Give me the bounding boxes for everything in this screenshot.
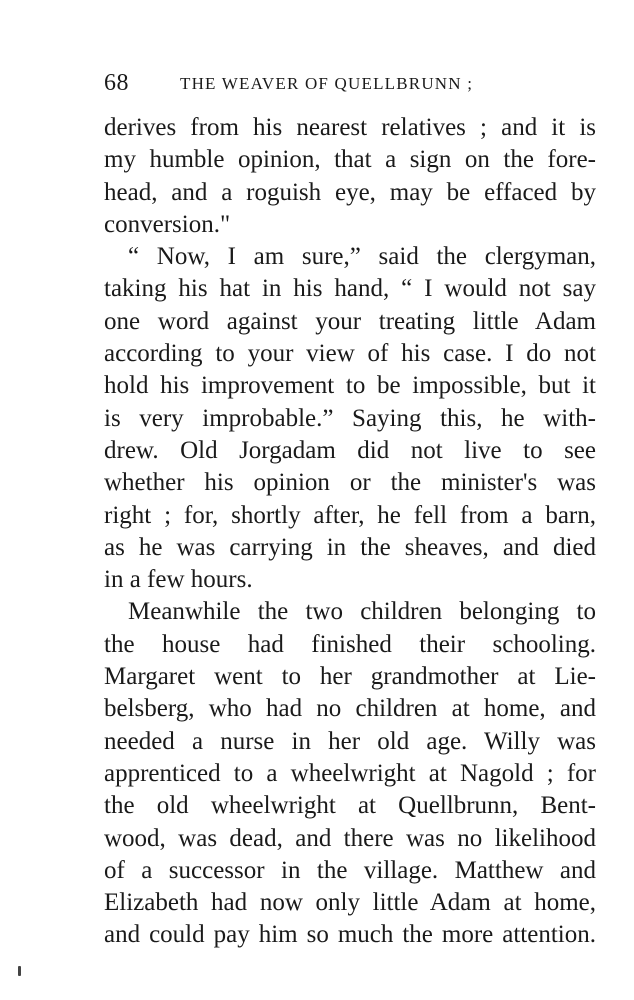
page-number: 68 [104,70,129,96]
text-line: Meanwhile the two children belonging to [128,598,596,626]
running-head [104,70,596,100]
text-line: taking his hat in his hand, “ I would not say [104,275,596,303]
text-line: Margaret went to her grandmother at Lie- [104,663,596,691]
text-line: in a few hours. [104,566,253,594]
text-line: is very improbable.” Saying this, he with- [104,404,596,432]
text-line: Elizabeth had now only little Adam at home, [104,889,596,917]
body-text [104,112,596,952]
paragraph-1 [104,112,596,241]
text-line: the house had finished their schooling. [104,630,596,658]
paragraph-3 [104,596,596,951]
text-line: needed a nurse in her old age. Willy was [104,727,596,755]
text-line: my humble opinion, that a sign on the fore- [104,146,596,174]
text-line: apprenticed to a wheelwright at Nagold ; for [104,759,596,787]
text-line: as he was carrying in the sheaves, and died [104,533,596,561]
text-line: according to your view of his case. I do not [104,340,596,368]
text-line: right ; for, shortly after, he fell from a barn, [104,501,596,529]
text-line: one word against your treating little Adam [104,307,596,335]
text-line: of a successor in the village. Matthew and [104,856,596,884]
paragraph-2 [104,241,596,596]
text-line: wood, was dead, and there was no likelihood [104,824,596,852]
text-line: hold his improvement to be impossible, but it [104,372,596,400]
text-line: whether his opinion or the minister's was [104,469,596,497]
running-title: THE WEAVER OF QUELLBRUNN ; [180,74,474,93]
text-line: conversion." [104,210,231,238]
text-line: head, and a roguish eye, may be effaced by [104,178,596,206]
text-line: the old wheelwright at Quellbrunn, Bent- [104,792,596,820]
scan-speck [18,966,21,976]
text-line: “ Now, I am sure,” said the clergyman, [128,243,596,271]
text-line: belsberg, who had no children at home, and [104,695,596,723]
text-line: drew. Old Jorgadam did not live to see [104,436,596,464]
text-line: derives from his nearest relatives ; and it is [104,114,596,141]
text-line: and could pay him so much the more attention. [104,921,596,949]
